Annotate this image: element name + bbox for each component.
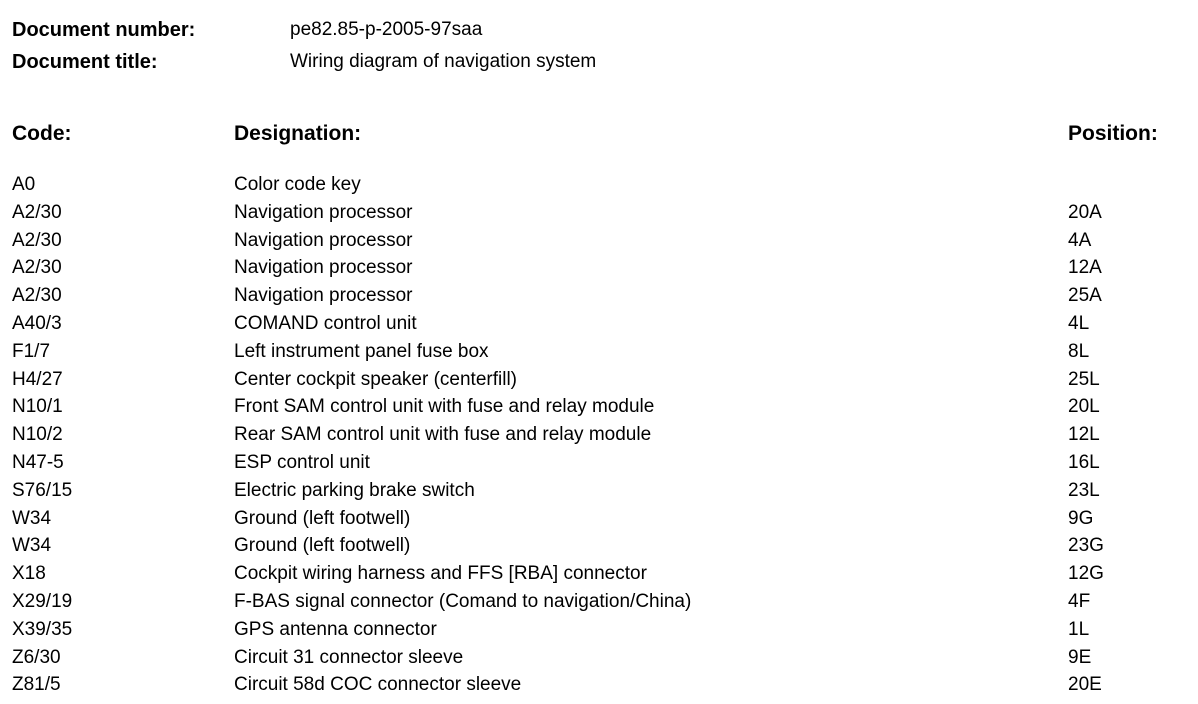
- row-code: S76/15: [12, 479, 73, 501]
- row-position: 1L: [1068, 618, 1090, 640]
- table-row: [0, 421, 1198, 449]
- row-position: 12A: [1068, 257, 1102, 279]
- row-code: H4/27: [12, 368, 63, 390]
- header-code: Code:: [12, 122, 72, 145]
- row-position: 25L: [1068, 368, 1100, 390]
- row-designation: Center cockpit speaker (centerfill): [234, 368, 517, 390]
- table-row: [0, 254, 1198, 282]
- row-designation: Navigation processor: [234, 229, 413, 251]
- row-designation: Ground (left footwell): [234, 535, 411, 557]
- row-code: A40/3: [12, 312, 62, 334]
- row-position: 12G: [1068, 563, 1104, 585]
- table-row: [0, 366, 1198, 394]
- row-position: 23L: [1068, 479, 1100, 501]
- table-row: [0, 532, 1198, 560]
- table-row: [0, 199, 1198, 227]
- document-number-value: pe82.85-p-2005-97saa: [290, 19, 483, 40]
- row-designation: Cockpit wiring harness and FFS [RBA] connector: [234, 563, 647, 585]
- row-designation: Rear SAM control unit with fuse and relay module: [234, 424, 652, 446]
- row-code: W34: [12, 507, 52, 529]
- header-position: Position:: [1068, 122, 1158, 145]
- table-row: [0, 171, 1198, 199]
- row-designation: Electric parking brake switch: [234, 479, 475, 501]
- table-row: [0, 393, 1198, 421]
- table-row: [0, 505, 1198, 533]
- row-code: Z6/30: [12, 646, 61, 668]
- row-code: X18: [12, 563, 46, 585]
- row-position: 16L: [1068, 451, 1100, 473]
- row-code: Z81/5: [12, 674, 61, 696]
- table-row: [0, 477, 1198, 505]
- row-code: N47-5: [12, 451, 64, 473]
- document-title-label: Document title:: [12, 51, 158, 73]
- row-designation: ESP control unit: [234, 451, 370, 473]
- row-code: N10/1: [12, 396, 63, 418]
- row-designation: Ground (left footwell): [234, 507, 411, 529]
- row-code: W34: [12, 535, 52, 557]
- row-code: A2/30: [12, 285, 62, 307]
- row-position: 12L: [1068, 424, 1100, 446]
- row-code: X29/19: [12, 590, 73, 612]
- row-designation: Front SAM control unit with fuse and relay module: [234, 396, 655, 418]
- row-code: F1/7: [12, 340, 51, 362]
- row-designation: COMAND control unit: [234, 312, 417, 334]
- table-row: [0, 449, 1198, 477]
- row-position: 9E: [1068, 646, 1092, 668]
- row-position: 8L: [1068, 340, 1090, 362]
- row-designation: Circuit 31 connector sleeve: [234, 646, 464, 668]
- row-code: X39/35: [12, 618, 73, 640]
- row-position: 9G: [1068, 507, 1094, 529]
- row-position: 4A: [1068, 229, 1092, 251]
- row-designation: Navigation processor: [234, 285, 413, 307]
- row-code: A2/30: [12, 229, 62, 251]
- document-title-value: Wiring diagram of navigation system: [290, 51, 597, 72]
- table-row: [0, 671, 1198, 699]
- table-row: [0, 338, 1198, 366]
- row-position: 4F: [1068, 590, 1091, 612]
- row-code: A2/30: [12, 201, 62, 223]
- row-code: A0: [12, 174, 36, 195]
- row-designation: Left instrument panel fuse box: [234, 340, 489, 362]
- table-row: [0, 310, 1198, 338]
- row-position: 4L: [1068, 312, 1090, 334]
- table-row: [0, 282, 1198, 310]
- row-position: 20A: [1068, 201, 1102, 223]
- document-number-label: Document number:: [12, 19, 196, 41]
- row-designation: F-BAS signal connector (Comand to navigation/China): [234, 590, 692, 612]
- row-designation: Color code key: [234, 174, 361, 195]
- row-position: 20L: [1068, 396, 1100, 418]
- table-row: [0, 616, 1198, 644]
- header-designation: Designation:: [234, 122, 362, 145]
- table-row: [0, 227, 1198, 255]
- row-code: A2/30: [12, 257, 62, 279]
- row-designation: Navigation processor: [234, 201, 413, 223]
- table-row: [0, 644, 1198, 672]
- row-position: 20E: [1068, 674, 1102, 696]
- table-row: [0, 588, 1198, 616]
- row-designation: Circuit 58d COC connector sleeve: [234, 674, 522, 696]
- row-position: 23G: [1068, 535, 1104, 557]
- table-row: [0, 560, 1198, 588]
- row-position: 25A: [1068, 285, 1102, 307]
- table-header: [0, 118, 1198, 150]
- row-designation: Navigation processor: [234, 257, 413, 279]
- component-table-body: [0, 171, 1198, 699]
- row-designation: GPS antenna connector: [234, 618, 437, 640]
- row-code: N10/2: [12, 424, 63, 446]
